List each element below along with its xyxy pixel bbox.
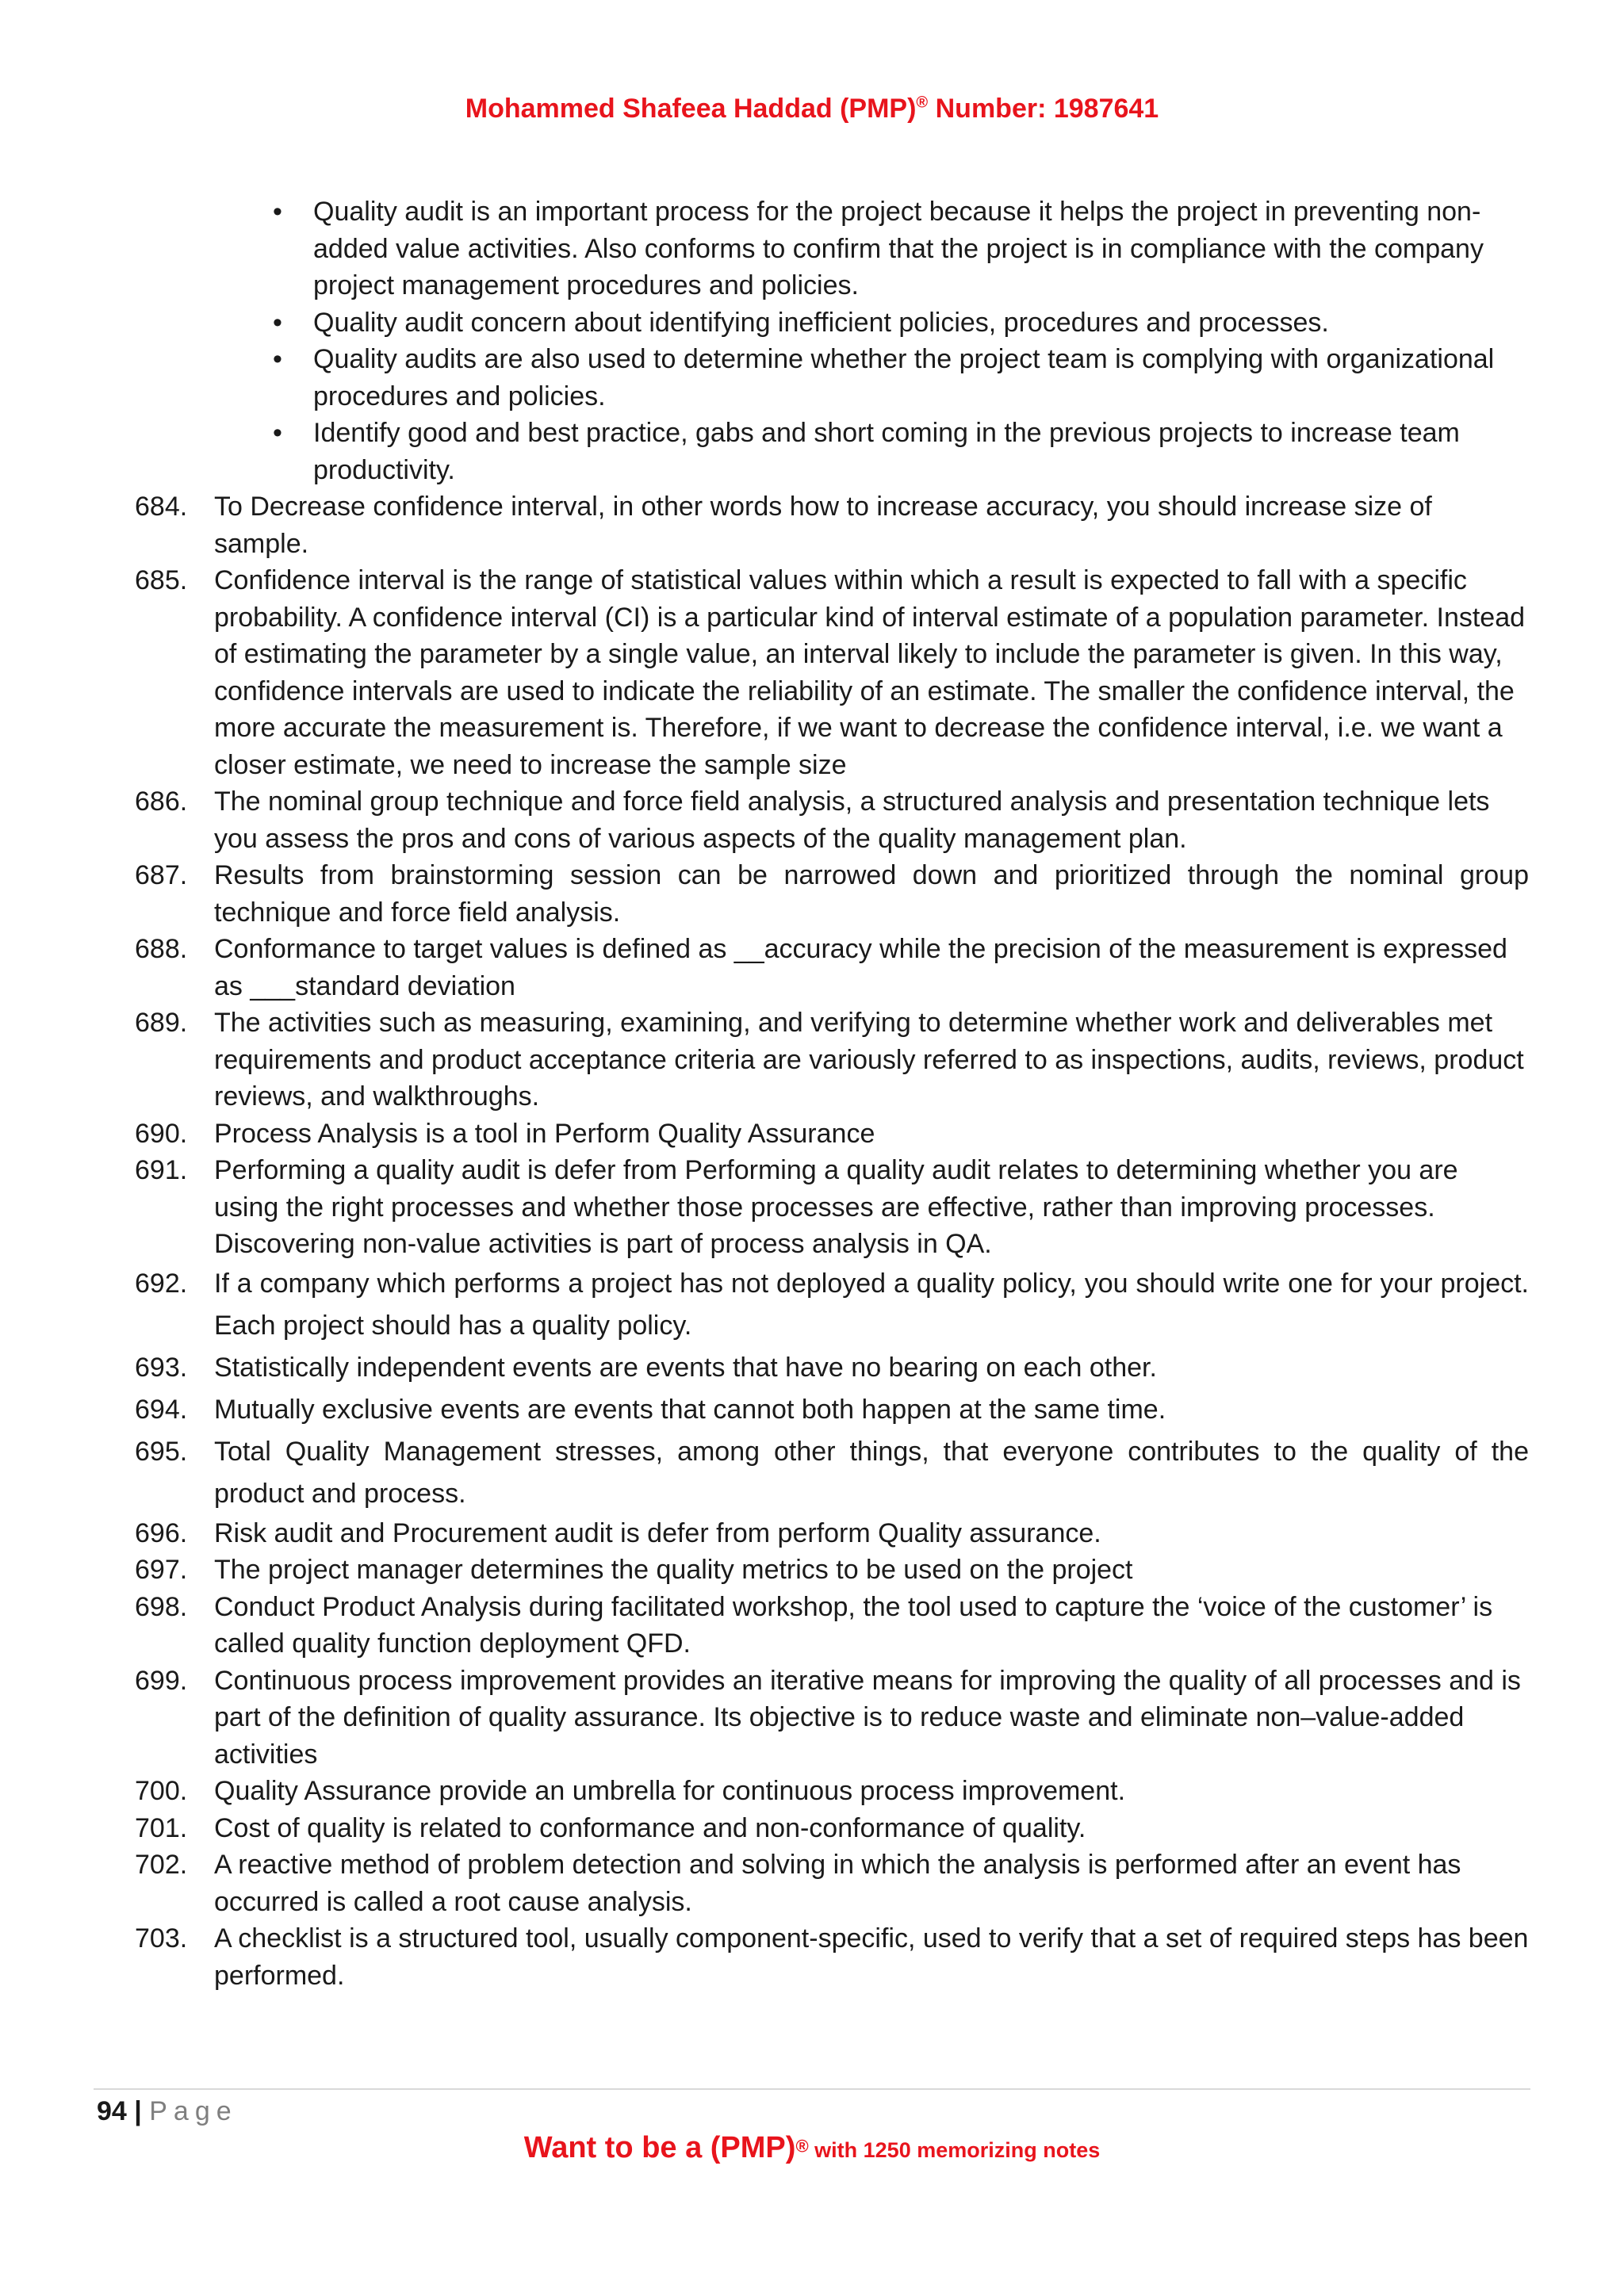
item-number: 698. bbox=[135, 1591, 188, 1622]
item-text: Conduct Product Analysis during facilitated workshop, the tool used to capture the ‘voice of the customer’ is called quality function deployment QFD. bbox=[214, 1591, 1493, 1659]
item-text: Mutually exclusive events are events that cannot both happen at the same time. bbox=[214, 1394, 1166, 1425]
footer-registered-mark: ® bbox=[795, 2136, 809, 2156]
list-item bbox=[0, 1004, 1624, 1115]
page-body bbox=[0, 193, 1624, 1994]
page-number: 94 bbox=[97, 2096, 127, 2126]
item-number: 685. bbox=[135, 565, 188, 595]
item-text: Cost of quality is related to conformance and non-conformance of quality. bbox=[214, 1812, 1086, 1843]
item-text: The activities such as measuring, examining, and verifying to determine whether work and deliverables met requirements and product acceptance criteria are variously referred to as inspections, audits, reviews, product reviews, and walkthroughs. bbox=[214, 1008, 1524, 1112]
item-text: The nominal group technique and force field analysis, a structured analysis and presentation technique lets you assess the pros and cons of various aspects of the quality management plan. bbox=[214, 786, 1490, 854]
header-author: Mohammed Shafeea Haddad (PMP) bbox=[465, 94, 917, 124]
footer-promo: Want to be a (PMP) bbox=[523, 2131, 796, 2164]
item-number: 688. bbox=[135, 934, 188, 964]
bullet-text: Quality audit is an important process for the project because it helps the project in preventing non-added value activities. Also conforms to confirm that the project is in compliance with the company project management procedures and policies. bbox=[313, 197, 1484, 300]
bullet-text: Quality audits are also used to determine whether the project team is complying with organizational procedures and policies. bbox=[313, 344, 1495, 411]
bullet-dot-icon: • bbox=[273, 344, 282, 374]
list-item bbox=[0, 1552, 1624, 1589]
list-item bbox=[0, 1389, 1624, 1431]
item-number: 695. bbox=[135, 1436, 188, 1467]
item-number: 703. bbox=[135, 1923, 188, 1954]
list-item bbox=[0, 1846, 1624, 1920]
item-text: A reactive method of problem detection and solving in which the analysis is performed after an event has occurred is called a root cause analysis. bbox=[214, 1850, 1461, 1917]
list-item bbox=[0, 562, 1624, 783]
footer-promo-note: with 1250 memorizing notes bbox=[808, 2138, 1101, 2162]
list-item bbox=[0, 1810, 1624, 1847]
list-item bbox=[0, 1347, 1624, 1389]
list-item bbox=[0, 1431, 1624, 1515]
header-registered-mark: ® bbox=[916, 94, 929, 112]
item-number: 691. bbox=[135, 1155, 188, 1185]
item-text: Risk audit and Procurement audit is defer from perform Quality assurance. bbox=[214, 1517, 1101, 1548]
item-text: A checklist is a structured tool, usually component-specific, used to verify that a set of required steps has been performed. bbox=[214, 1923, 1529, 1991]
page-label: Page bbox=[149, 2096, 238, 2126]
list-item bbox=[0, 783, 1624, 857]
item-text: Results from brainstorming session can be narrowed down and prioritized through the nominal group technique and force field analysis. bbox=[214, 860, 1529, 928]
list-item bbox=[0, 1773, 1624, 1810]
bullet-item bbox=[0, 341, 1624, 415]
item-number: 689. bbox=[135, 1008, 188, 1038]
item-number: 701. bbox=[135, 1812, 188, 1843]
item-text: Total Quality Management stresses, among other things, that everyone contributes to the quality of the product and process. bbox=[214, 1436, 1529, 1509]
bullet-text: Quality audit concern about identifying inefficient policies, procedures and processes. bbox=[313, 307, 1329, 338]
item-text: Performing a quality audit is defer from Performing a quality audit relates to determining whether you are using the right processes and whether those processes are effective, rather than improving processes. Discovering non-value activities is part of process analysis in QA. bbox=[214, 1155, 1458, 1259]
item-number: 702. bbox=[135, 1850, 188, 1880]
list-item bbox=[0, 488, 1624, 562]
item-number: 699. bbox=[135, 1665, 188, 1696]
list-item bbox=[0, 1663, 1624, 1774]
item-number: 697. bbox=[135, 1555, 188, 1585]
bullet-item bbox=[0, 193, 1624, 304]
list-item bbox=[0, 1115, 1624, 1153]
bullet-list bbox=[0, 193, 1624, 488]
bullet-text: Identify good and best practice, gabs and short coming in the previous projects to increase team productivity. bbox=[313, 418, 1460, 485]
item-text: Conformance to target values is defined as __accuracy while the precision of the measurement is expressed as ___standard deviation bbox=[214, 934, 1507, 1001]
item-text: If a company which performs a project has not deployed a quality policy, you should write one for your project. Each project should has a quality policy. bbox=[214, 1268, 1529, 1341]
bullet-item bbox=[0, 415, 1624, 488]
page-separator: | bbox=[126, 2096, 150, 2126]
list-item bbox=[0, 1152, 1624, 1263]
item-text: Quality Assurance provide an umbrella for continuous process improvement. bbox=[214, 1776, 1126, 1806]
bullet-dot-icon: • bbox=[273, 418, 282, 448]
item-number: 693. bbox=[135, 1352, 188, 1383]
item-text: Continuous process improvement provides an iterative means for improving the quality of all processes and is part of the definition of quality assurance. Its objective is to reduce waste and eliminate non–value-added activities bbox=[214, 1665, 1521, 1770]
bullet-dot-icon: • bbox=[273, 307, 282, 338]
item-number: 686. bbox=[135, 786, 188, 817]
page-header bbox=[0, 94, 1624, 124]
page-footer bbox=[0, 2131, 1624, 2165]
item-number: 690. bbox=[135, 1118, 188, 1149]
item-text: Statistically independent events are events that have no bearing on each other. bbox=[214, 1352, 1157, 1383]
list-item bbox=[0, 1263, 1624, 1347]
item-number: 700. bbox=[135, 1776, 188, 1806]
list-item bbox=[0, 1515, 1624, 1552]
header-number: Number: 1987641 bbox=[928, 94, 1159, 124]
bullet-item bbox=[0, 304, 1624, 342]
list-item bbox=[0, 857, 1624, 931]
item-number: 684. bbox=[135, 492, 188, 522]
list-item bbox=[0, 1589, 1624, 1663]
item-text: To Decrease confidence interval, in other words how to increase accuracy, you should increase size of sample. bbox=[214, 492, 1432, 559]
numbered-list bbox=[0, 488, 1624, 1994]
page-number-line bbox=[97, 2096, 238, 2127]
list-item bbox=[0, 1920, 1624, 1994]
bullet-dot-icon: • bbox=[273, 197, 282, 227]
item-number: 694. bbox=[135, 1394, 188, 1425]
item-text: The project manager determines the quality metrics to be used on the project bbox=[214, 1555, 1133, 1585]
item-text: Confidence interval is the range of statistical values within which a result is expected to fall with a specific probability. A confidence interval (CI) is a particular kind of interval estimate of a population parameter. Instead of estimating the parameter by a single value, an interval likely to include the parameter is given. In this way, confidence intervals are used to indicate the reliability of an estimate. The smaller the confidence interval, the more accurate the measurement is. Therefore, if we want to decrease the confidence interval, i.e. we want a closer estimate, we need to increase the sample size bbox=[214, 565, 1526, 780]
footer-divider bbox=[94, 2088, 1530, 2090]
list-item bbox=[0, 931, 1624, 1004]
item-number: 687. bbox=[135, 860, 188, 890]
item-number: 696. bbox=[135, 1517, 188, 1548]
item-text: Process Analysis is a tool in Perform Quality Assurance bbox=[214, 1118, 875, 1149]
item-number: 692. bbox=[135, 1268, 188, 1299]
